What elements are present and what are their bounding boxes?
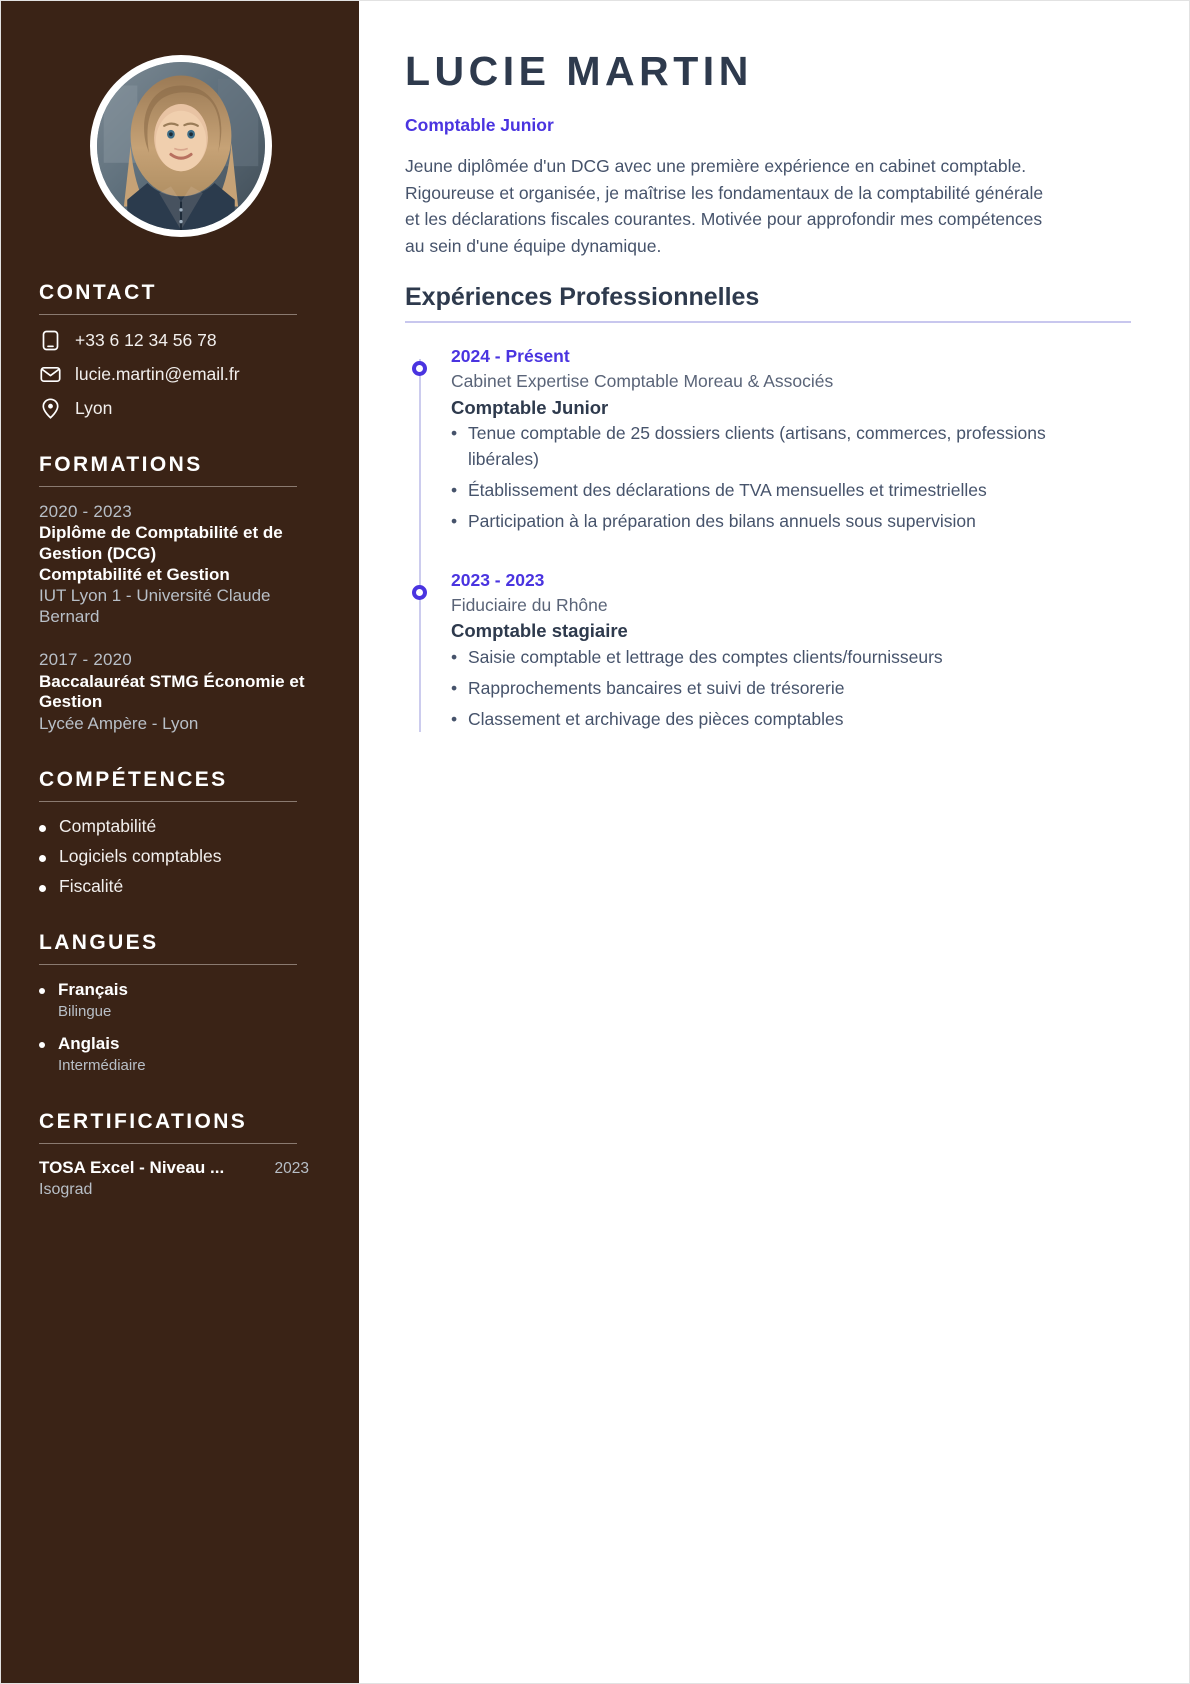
section-divider (39, 964, 297, 965)
experience-date: 2024 - Présent (451, 346, 570, 367)
language-level: Bilingue (58, 1003, 112, 1021)
languages-section-title: LANGUES (39, 931, 159, 955)
bullet-icon (39, 1042, 45, 1048)
timeline-line (419, 359, 421, 732)
experience-timeline (405, 345, 1131, 732)
education-date: 2017 - 2020 (39, 650, 132, 670)
education-field: Comptabilité et Gestion (39, 564, 230, 584)
experience-role: Comptable Junior (451, 396, 609, 418)
certification-name: TOSA Excel - Niveau ... (39, 1158, 225, 1178)
skill-item (39, 846, 323, 867)
contact-section (39, 281, 323, 419)
location-pin-icon (39, 397, 61, 419)
education-date: 2020 - 2023 (39, 502, 132, 521)
bullet-icon (39, 855, 46, 862)
experience-section-title: Expériences Professionnelles (405, 283, 1131, 323)
mail-icon (39, 363, 61, 385)
contact-location-value: Lyon (75, 397, 113, 418)
education-section (39, 453, 323, 734)
bullet-icon (39, 885, 46, 892)
language-item (39, 979, 323, 1022)
language-level: Intermédiaire (58, 1057, 146, 1075)
skill-label: Logiciels comptables (59, 846, 222, 867)
skills-section (39, 768, 323, 897)
education-section-title: FORMATIONS (39, 453, 203, 476)
experience-bullet: • Saisie comptable et lettrage des comptes clients/fournisseurs (451, 645, 1051, 671)
bullet-icon (39, 825, 46, 832)
experience-bullet: • Participation à la préparation des bilans annuels sous supervision (451, 509, 1051, 535)
section-divider (39, 1143, 297, 1144)
education-degree: Baccalauréat STMG Économie et Gestion (39, 671, 305, 712)
experience-item (451, 569, 1131, 733)
experience-company: Cabinet Expertise Comptable Moreau & Associés (451, 371, 834, 392)
language-item (39, 1033, 323, 1076)
contact-email-value: lucie.martin@email.fr (75, 363, 240, 384)
job-title: Comptable Junior (405, 115, 554, 136)
contact-phone-value: +33 6 12 34 56 78 (75, 329, 217, 350)
section-divider (39, 801, 297, 802)
contact-section-title: CONTACT (39, 281, 157, 304)
section-divider (39, 486, 297, 487)
skills-section-title: COMPÉTENCES (39, 768, 228, 792)
language-name: Anglais (58, 1034, 120, 1054)
main-content (359, 1, 1189, 1683)
timeline-marker-icon (412, 585, 427, 600)
experience-role: Comptable stagiaire (451, 620, 628, 642)
timeline-marker-icon (412, 361, 427, 376)
contact-email[interactable] (39, 363, 323, 385)
contact-phone[interactable] (39, 329, 323, 351)
education-school: Lycée Ampère - Lyon (39, 714, 199, 734)
section-divider (39, 314, 297, 315)
portrait-photo-icon (97, 62, 265, 230)
skill-item (39, 876, 323, 897)
phone-icon (39, 329, 61, 351)
experience-item (451, 345, 1131, 534)
avatar-container (39, 55, 323, 237)
education-item (39, 649, 323, 734)
bullet-icon (39, 988, 45, 994)
certifications-section-title: CERTIFICATIONS (39, 1110, 248, 1134)
experience-company: Fiduciaire du Rhône (451, 594, 608, 615)
language-name: Français (58, 980, 128, 1000)
experience-bullet-list (451, 645, 1131, 733)
skill-label: Fiscalité (59, 876, 124, 897)
experience-bullet: • Rapprochements bancaires et suivi de trésorerie (451, 676, 1051, 702)
professional-summary: Jeune diplômée d'un DCG avec une première expérience en cabinet comptable. Rigoureuse et organisée, je maîtrise les fondamentaux de la comptabilité générale et les déclarations fiscales courantes. Motivée pour approfondir mes compétences au sein d'une équipe dynamique. (405, 156, 1044, 256)
avatar (90, 55, 272, 237)
experience-bullet: • Tenue comptable de 25 dossiers clients (artisans, commerces, professions libérales) (451, 421, 1051, 473)
education-item (39, 501, 323, 627)
certification-item (39, 1158, 323, 1202)
experience-date: 2023 - 2023 (451, 569, 545, 590)
page-title: LUCIE MARTIN (405, 48, 753, 94)
contact-location[interactable] (39, 397, 323, 419)
experience-bullet: • Établissement des déclarations de TVA mensuelles et trimestrielles (451, 478, 1051, 504)
education-degree: Diplôme de Comptabilité et de Gestion (DCG) (39, 523, 283, 563)
certification-year: 2023 (274, 1160, 309, 1178)
education-school: IUT Lyon 1 - Université Claude Bernard (39, 586, 271, 627)
experience-bullet: • Classement et archivage des pièces comptables (451, 707, 1051, 733)
skill-label: Comptabilité (59, 816, 157, 837)
skill-item (39, 816, 323, 837)
certification-org: Isograd (39, 1181, 93, 1199)
certification-header (39, 1158, 309, 1178)
languages-section (39, 931, 323, 1076)
experience-bullet-list (451, 421, 1131, 535)
certifications-section (39, 1110, 323, 1202)
sidebar (1, 1, 359, 1683)
